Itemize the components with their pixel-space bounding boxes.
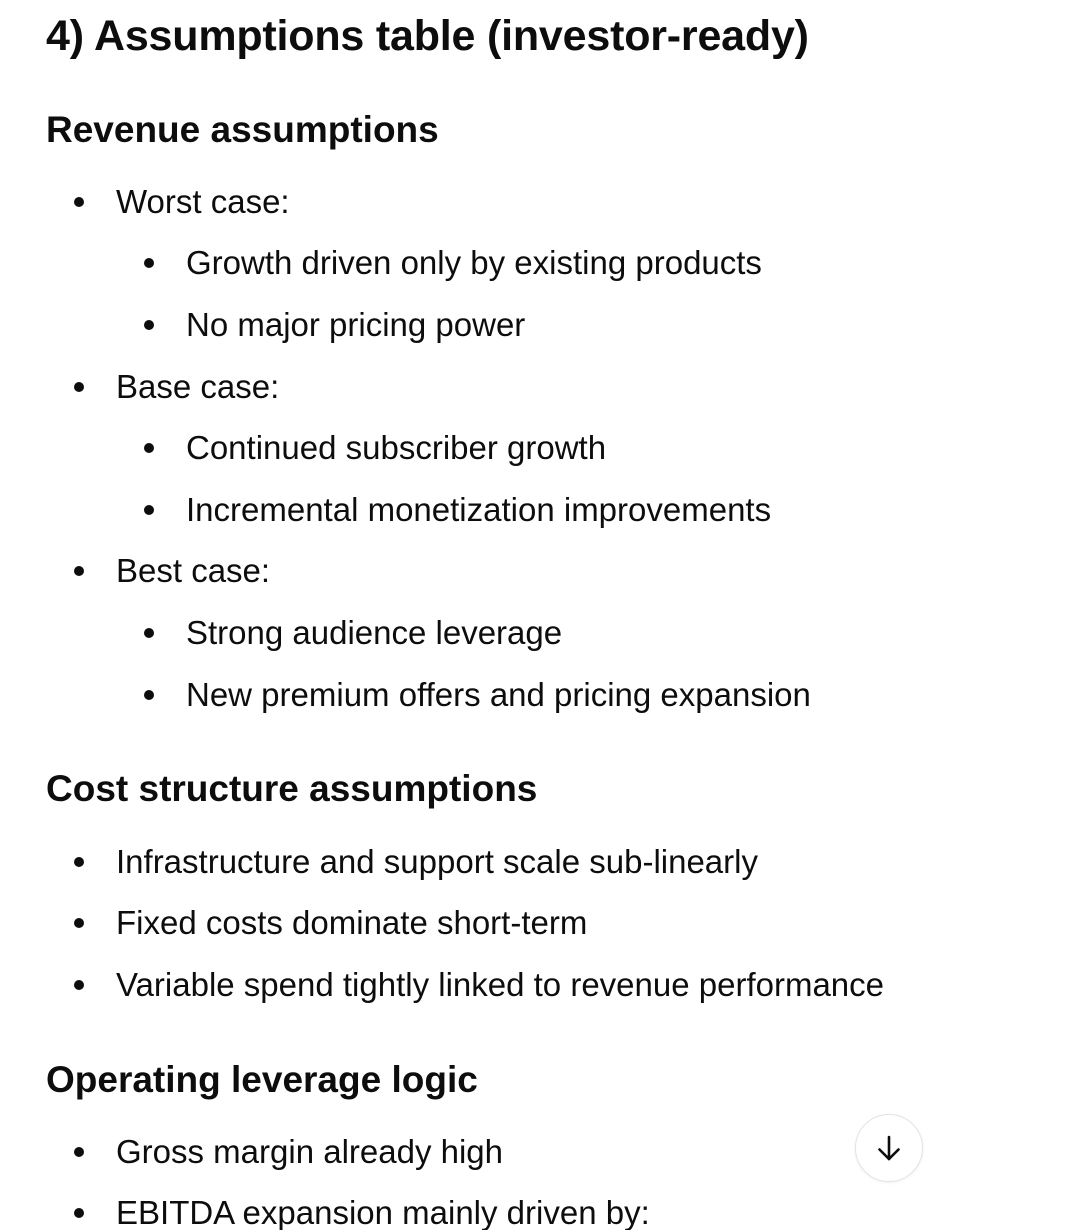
list-item xyxy=(116,367,279,407)
list-item-label: EBITDA expansion mainly driven by: xyxy=(116,1194,650,1230)
list-item xyxy=(116,1132,503,1172)
bullet xyxy=(144,443,154,453)
section-heading-operating-leverage: Operating leverage logic xyxy=(46,1059,478,1100)
list-item-label: Incremental monetization improvements xyxy=(186,491,772,528)
list-item-label: New premium offers and pricing expansion xyxy=(186,676,811,713)
bullet xyxy=(74,918,84,928)
section-heading-cost-structure: Cost structure assumptions xyxy=(46,768,538,809)
bullet xyxy=(144,320,154,330)
list-item xyxy=(116,842,758,882)
bullet xyxy=(74,197,84,207)
list-item-label: No major pricing power xyxy=(186,306,526,343)
list-item-label: Growth driven only by existing products xyxy=(186,244,762,281)
list-item-label: Gross margin already high xyxy=(116,1133,504,1170)
list-item xyxy=(186,675,811,715)
page-title: 4) Assumptions table (investor-ready) xyxy=(46,12,809,60)
list-item xyxy=(186,490,771,530)
bullet xyxy=(74,1147,84,1157)
list-item xyxy=(116,965,884,1005)
list-item xyxy=(186,243,762,283)
arrow-down-icon xyxy=(873,1132,905,1164)
list-item-label: Infrastructure and support scale sub-linearly xyxy=(116,843,758,880)
list-item-label: Base case: xyxy=(116,368,280,405)
list-item-label: Fixed costs dominate short-term xyxy=(116,904,588,941)
list-item xyxy=(186,305,525,345)
scroll-to-bottom-button[interactable] xyxy=(855,1114,923,1182)
bullet xyxy=(74,857,84,867)
bullet xyxy=(144,690,154,700)
list-item-label: Worst case: xyxy=(116,183,290,220)
bullet xyxy=(74,382,84,392)
bullet xyxy=(144,258,154,268)
bullet xyxy=(74,1208,84,1218)
section-heading-revenue: Revenue assumptions xyxy=(46,109,439,150)
list-item xyxy=(116,182,290,222)
bullet xyxy=(74,566,84,576)
list-item-label: Best case: xyxy=(116,552,271,589)
list-item-label: Continued subscriber growth xyxy=(186,429,607,466)
list-item xyxy=(116,551,270,591)
bullet xyxy=(144,628,154,638)
bullet xyxy=(74,980,84,990)
list-item xyxy=(186,613,562,653)
list-item-label: Variable spend tightly linked to revenue performance xyxy=(116,966,885,1003)
list-item-label: Strong audience leverage xyxy=(186,614,563,651)
list-item xyxy=(186,428,606,468)
list-item xyxy=(116,903,587,943)
bullet xyxy=(144,505,154,515)
list-item xyxy=(116,1193,650,1230)
